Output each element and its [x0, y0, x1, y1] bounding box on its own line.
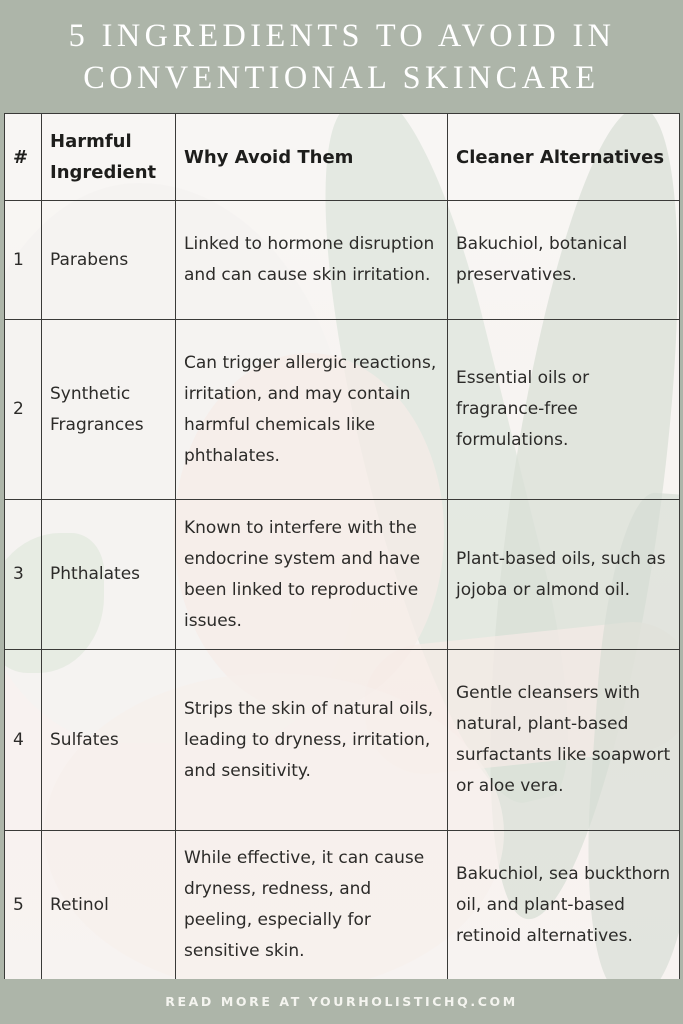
title-line-1: 5 INGREDIENTS TO AVOID IN: [68, 17, 615, 54]
website-link[interactable]: READ MORE AT YOURHOLISTICHQ.COM: [165, 994, 518, 1009]
row-why: Known to interfere with the endocrine system and have been linked to reproductive issues.: [176, 500, 448, 650]
row-why: Can trigger allergic reactions, irritation, and may contain harmful chemicals like phthalates.: [176, 320, 448, 500]
row-alternatives: Bakuchiol, botanical preservatives.: [448, 201, 680, 320]
table-row: [5, 320, 680, 500]
row-ingredient: Synthetic Fragrances: [42, 320, 176, 500]
row-alternatives: Bakuchiol, sea buckthorn oil, and plant-based retinoid alternatives.: [448, 831, 680, 980]
row-ingredient: Parabens: [42, 201, 176, 320]
header-alternatives: Cleaner Alternatives: [448, 114, 680, 201]
row-number: 1: [5, 201, 42, 320]
row-alternatives: Essential oils or fragrance-free formulations.: [448, 320, 680, 500]
table-row: [5, 831, 680, 980]
row-number: 4: [5, 650, 42, 831]
row-why: Strips the skin of natural oils, leading to dryness, irritation, and sensitivity.: [176, 650, 448, 831]
header-number: #: [5, 114, 42, 201]
title-banner: [0, 0, 683, 113]
row-number: 2: [5, 320, 42, 500]
row-why: While effective, it can cause dryness, redness, and peeling, especially for sensitive skin.: [176, 831, 448, 980]
table-row: [5, 201, 680, 320]
row-ingredient: Phthalates: [42, 500, 176, 650]
row-number: 3: [5, 500, 42, 650]
ingredients-table: [4, 113, 680, 980]
row-ingredient: Retinol: [42, 831, 176, 980]
row-why: Linked to hormone disruption and can cause skin irritation.: [176, 201, 448, 320]
header-why: Why Avoid Them: [176, 114, 448, 201]
table-header-row: [5, 114, 680, 201]
row-alternatives: Plant-based oils, such as jojoba or almond oil.: [448, 500, 680, 650]
header-ingredient: Harmful Ingredient: [42, 114, 176, 201]
table-row: [5, 500, 680, 650]
footer-banner: [0, 979, 683, 1024]
title-line-2: CONVENTIONAL SKINCARE: [83, 59, 600, 96]
row-alternatives: Gentle cleansers with natural, plant-based surfactants like soapwort or aloe vera.: [448, 650, 680, 831]
row-number: 5: [5, 831, 42, 980]
row-ingredient: Sulfates: [42, 650, 176, 831]
table-row: [5, 650, 680, 831]
